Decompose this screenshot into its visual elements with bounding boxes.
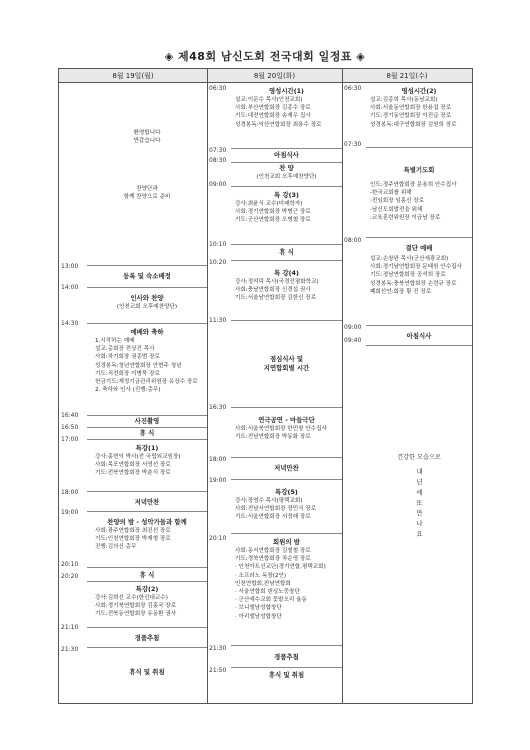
lecture5-block: 특강(5) 강사:장영수 목사(평택교회) 사회:전남서연합회장 정민식 장로 기도:서울연합회장 서정래 장로 <box>231 479 342 533</box>
time-label: 19:00 <box>209 477 227 484</box>
time-label: 13:00 <box>61 263 79 270</box>
time-label: 10:20 <box>209 259 227 266</box>
time-label: 21:30 <box>61 646 79 653</box>
day-header-3: 8월 21일(수) <box>342 69 472 83</box>
lecture1-block: 특강(1) 강사:홍현익 박사(전 국립외교원장) 사회:목포연합회장 서영선 장로 기도:전북연합회장 박춘식 장로 <box>87 439 207 491</box>
time-label: 11:30 <box>209 317 227 324</box>
time-label: 09:00 <box>344 324 362 331</box>
lottery-block: 경품추첨 <box>231 645 342 667</box>
breakfast-block: 아침식사 <box>231 148 342 162</box>
members-night-block: 회원의 밤 사회:동서연합회장 김철철 장로 기도:경북연합회장 차순영 장로 · 인천아트선교단(경기연합,평택교회) · 소프라노 독창(2인) 인천연합회,전남연합회 · 서울연합회 댄싱노중창단 · 군산예수교회 꽃밭오리 율동 · 브니엘남성합창단 · 아리엘남성합창단 <box>231 533 342 645</box>
dawn-prayer-block: 영성시간(2) 설교:김종희 목사(동남교회) 사회:서울동연합회장 한용섭 장로 기도:경기동연합회장 이진급 장로 성경봉독:대구연합회장 김원희 장로 <box>370 87 457 128</box>
dawn-prayer-block: 영성시간(1) 설교:이문수 목사(인천교회) 사회:부산연합회장 김종수 장로 기도:대전연합회장 송재우 집사 성경봉독:익산연합회장 최용수 장로 <box>235 87 322 128</box>
page-title: ◈ 제48회 남신도회 전국대회 일정표 ◈ <box>164 50 366 63</box>
time-label: 10:10 <box>209 241 227 248</box>
time-label: 16:40 <box>61 412 79 419</box>
welcome-block: 인사와 찬양 (인천교회 오후예찬양단) <box>87 287 207 323</box>
lunch-block: 점심식사 및 지연합회별 시간 <box>231 320 342 478</box>
time-label: 06:30 <box>209 85 227 92</box>
schedule-table <box>58 68 473 704</box>
time-label: 14:00 <box>61 284 79 291</box>
time-label: 16:30 <box>209 404 227 411</box>
column-divider <box>342 69 343 703</box>
time-label: 08:00 <box>344 237 362 244</box>
time-label: 09:00 <box>209 181 227 188</box>
photo-block: 사진촬영 <box>87 415 207 427</box>
closing-worship-block: 결단 예배 설교:손창완 목사(군산세광교회) 사회:경기남연합회장 문태원 안수집사 기도:경남연합회장 공석희 장로 성경봉독:충북연합회장 손련규 장로 폐회선언:회장 황 진 장로 <box>366 237 472 325</box>
sleep-block: 휴식 및 취침 <box>87 647 207 705</box>
day-header-2: 8월 20일(화) <box>207 69 342 83</box>
lottery-block: 경품추첨 <box>87 627 207 647</box>
time-label: 09:40 <box>344 337 362 344</box>
praise-block: 찬 양 (인천교회 오후예찬양단) <box>231 162 342 186</box>
registration-block: 등록 및 숙소배정 <box>87 265 207 287</box>
time-label: 17:00 <box>61 436 79 443</box>
sleep-block: 휴식 및 취침 <box>231 667 342 705</box>
day-header-1: 8월 19일(월) <box>59 69 207 83</box>
dinner-block: 저녁만찬 <box>231 457 342 479</box>
rest-block: 휴 식 <box>87 567 207 581</box>
breakfast-block: 아침식사 <box>366 325 472 345</box>
time-label: 21:10 <box>61 624 79 631</box>
praise-night-block: 찬양의 밤 - 성악가들과 함께 사회:광주연합회장 최진선 장로 기도:인천연합회장 박재형 장로 진행:김의신 총무 <box>87 511 207 571</box>
time-label: 14:30 <box>61 320 79 327</box>
drama-block: 연극공연 - 마들극단 사회:서울북연합회장 한민창 안수집사 기도:전남연합회장 박동화 장로 <box>231 407 342 453</box>
time-label: 07:30 <box>209 147 227 154</box>
time-label: 16:50 <box>61 424 79 431</box>
worship-details: 1.시작하는 예배 설교:총회장 전상건 목사 사회:차기회장 권종범 장로 성경봉독:청년연합회장 안현주 청년 기도:직전회장 이병묵 장로 헌금기도:재정기금관리위원장 유상수 장로 2. 축하와 인사 (진행:총무) <box>95 338 198 394</box>
dinner-block: 저녁만찬 <box>87 491 207 511</box>
time-label: 20:20 <box>61 573 79 580</box>
lecture3-block: 특 강(3) 강사:최윤식 교수(미래학자) 사회:경기연합회장 박병근 장로 기도:군산연합회장 오병철 장로 <box>231 186 342 244</box>
praise-prep-text: 찬양단과 함께 찬양으로 준비 <box>123 186 171 201</box>
time-label: 19:00 <box>61 509 79 516</box>
time-label: 20:10 <box>209 535 227 542</box>
time-label: 18:00 <box>209 456 227 463</box>
time-label: 21:50 <box>209 667 227 674</box>
farewell-block: 건강한 모습으로 내년에또만나요 <box>366 345 472 705</box>
time-label: 07:30 <box>344 141 362 148</box>
rest-block: 휴 식 <box>87 427 207 439</box>
greeting-text: 환영합니다 반갑습니다 <box>133 130 161 145</box>
farewell-vertical-text: 내년에또만나요 <box>415 468 423 542</box>
special-prayer-block: 특별기도회 인도:경주연합회장 문용희 안수집사 -한국교회를 위해 :전임회장 임홍신 장로 -남신도회발전을 위해 :교육훈련위원장 이금남 장로 <box>366 147 472 237</box>
opening-worship-block: 예배와 축하 1.시작하는 예배 설교:총회장 전상건 목사 사회:차기회장 권종범 장로 성경봉독:청년연합회장 안현주 청년 기도:직전회장 이병묵 장로 헌금기도:재정기금관리위원장 유상수 장로 2. 축하와 인사 (진행:총무) <box>87 323 207 411</box>
time-label: 06:30 <box>344 85 362 92</box>
rest-block: 휴 식 <box>231 244 342 260</box>
time-label: 08:30 <box>209 157 227 164</box>
lecture2-block: 특강(2) 강사:김희선 교수(한신대교수) 사회:경기북연합회장 김홍국 장로 기도:전북동연합회장 유동환 권사 <box>87 581 207 625</box>
column-divider <box>207 69 208 703</box>
time-label: 21:30 <box>209 645 227 652</box>
time-label: 18:00 <box>61 489 79 496</box>
lecture4-block: 특 강(4) 강사:정석덕 목사(국경선평화학교) 사회:충남연합회장 신경섭 권사 기도:서울남연합회장 김한신 장로 <box>231 260 342 320</box>
time-label: 20:10 <box>61 561 79 568</box>
